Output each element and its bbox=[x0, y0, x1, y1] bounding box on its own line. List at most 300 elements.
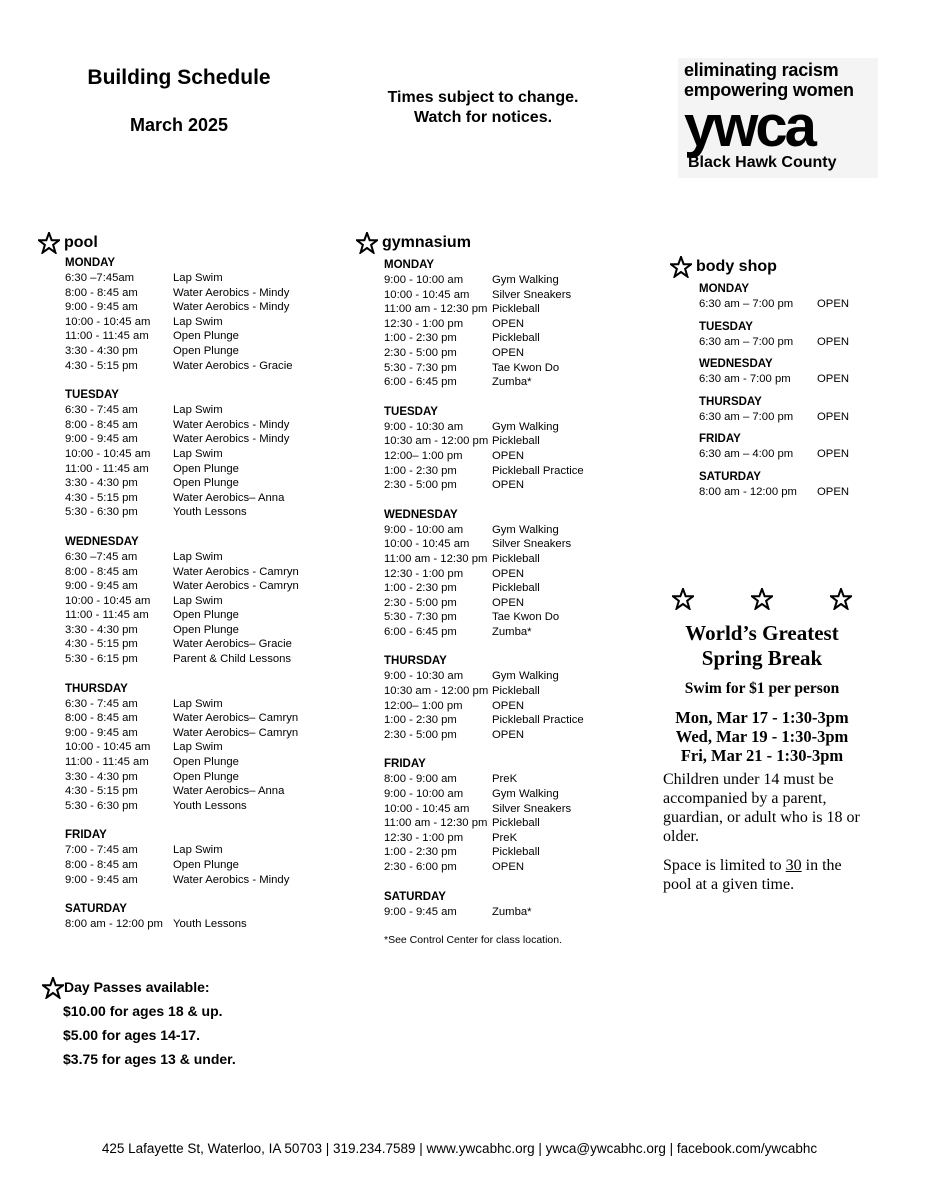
schedule-row bbox=[384, 831, 584, 846]
activity: OPEN bbox=[492, 346, 525, 359]
activity: Open Plunge bbox=[173, 609, 239, 622]
time-slot: 2:30 - 6:00 pm bbox=[384, 861, 457, 873]
time-slot: 5:30 - 7:30 pm bbox=[384, 361, 457, 374]
activity: Lap Swim bbox=[173, 550, 223, 563]
time-slot: 9:00 - 10:00 am bbox=[384, 523, 464, 536]
schedule-row bbox=[699, 485, 849, 500]
day-name: SATURDAY bbox=[384, 890, 446, 903]
pool-section bbox=[38, 232, 299, 947]
schedule-row bbox=[384, 669, 584, 684]
activity: OPEN bbox=[817, 373, 850, 386]
schedule-row bbox=[65, 608, 299, 623]
schedule-row bbox=[65, 623, 299, 638]
time-slot: 6:30 am – 4:00 pm bbox=[699, 448, 794, 461]
schedule-row bbox=[384, 346, 584, 361]
time-slot: 8:00 - 8:45 am bbox=[65, 418, 138, 431]
time-slot: 7:00 - 7:45 am bbox=[65, 844, 138, 857]
day-name: MONDAY bbox=[384, 259, 435, 271]
star-icon bbox=[672, 588, 694, 610]
activity: Zumba* bbox=[492, 625, 532, 638]
activity: Zumba* bbox=[492, 905, 532, 918]
activity: Pickleball bbox=[492, 332, 540, 345]
activity: Pickleball bbox=[492, 685, 540, 698]
time-slot: 5:30 - 6:15 pm bbox=[65, 653, 138, 666]
day-name: TUESDAY bbox=[65, 389, 119, 402]
time-slot: 6:30 - 7:45 am bbox=[65, 404, 138, 417]
spring-break-dates bbox=[662, 708, 862, 765]
activity: Water Aerobics - Mindy bbox=[173, 301, 290, 314]
day-block bbox=[65, 388, 299, 520]
schedule-row bbox=[384, 684, 584, 699]
time-slot: 3:30 - 4:30 pm bbox=[65, 623, 138, 636]
notice-line-2: Watch for notices. bbox=[413, 109, 553, 126]
activity: Open Plunge bbox=[173, 330, 239, 343]
schedule-row bbox=[65, 652, 299, 667]
time-slot: 1:00 - 2:30 pm bbox=[384, 582, 457, 595]
schedule-row bbox=[65, 271, 299, 286]
star-icon bbox=[356, 232, 378, 254]
activity: Open Plunge bbox=[173, 477, 239, 490]
pool-title: pool bbox=[64, 234, 98, 251]
time-slot: 3:30 - 4:30 pm bbox=[65, 344, 138, 357]
star-icon bbox=[751, 588, 773, 610]
schedule-row bbox=[65, 579, 299, 594]
activity: Water Aerobics - Mindy bbox=[173, 418, 290, 431]
schedule-row bbox=[384, 905, 584, 920]
time-slot: 9:00 - 9:45 am bbox=[384, 905, 457, 918]
day-name: THURSDAY bbox=[384, 655, 447, 668]
day-block bbox=[699, 357, 849, 387]
activity: Pickleball Practice bbox=[492, 714, 584, 727]
time-slot: 3:30 - 4:30 pm bbox=[65, 477, 138, 490]
activity: Lap Swim bbox=[173, 404, 223, 417]
activity: OPEN bbox=[492, 699, 525, 712]
time-slot: 6:30 am – 7:00 pm bbox=[699, 298, 794, 310]
logo-tagline-1: eliminating racism bbox=[684, 60, 839, 80]
schedule-row bbox=[699, 372, 849, 387]
time-slot: 10:30 am - 12:00 pm bbox=[384, 685, 489, 698]
day-block bbox=[65, 256, 299, 373]
time-slot: 2:30 - 5:00 pm bbox=[384, 596, 457, 609]
ywca-logo bbox=[678, 58, 878, 178]
day-block bbox=[65, 682, 299, 814]
activity: Silver Sneakers bbox=[492, 538, 572, 551]
time-slot: 8:00 am - 12:00 pm bbox=[699, 485, 797, 498]
activity: PreK bbox=[492, 831, 518, 844]
time-slot: 4:30 - 5:15 pm bbox=[65, 785, 138, 798]
day-name: SATURDAY bbox=[65, 903, 127, 916]
activity: Water Aerobics - Mindy bbox=[173, 873, 290, 886]
activity: Open Plunge bbox=[173, 859, 239, 871]
activity: OPEN bbox=[817, 410, 850, 423]
schedule-row bbox=[384, 420, 584, 435]
schedule-row bbox=[384, 772, 584, 787]
time-slot: 4:30 - 5:15 pm bbox=[65, 359, 138, 372]
body-shop-schedule bbox=[699, 282, 849, 500]
activity: Water Aerobics - Mindy bbox=[173, 433, 290, 446]
time-slot: 4:30 - 5:15 pm bbox=[65, 491, 138, 504]
time-slot: 12:30 - 1:00 pm bbox=[384, 831, 464, 844]
activity: Pickleball Practice bbox=[492, 464, 584, 477]
star-icon bbox=[830, 588, 852, 610]
time-slot: 3:30 - 4:30 pm bbox=[65, 770, 138, 783]
activity: OPEN bbox=[492, 728, 525, 741]
star-icon bbox=[38, 232, 60, 254]
activity: Water Aerobics - Camryn bbox=[173, 580, 299, 593]
activity: Silver Sneakers bbox=[492, 802, 572, 815]
time-slot: 2:30 - 5:00 pm bbox=[384, 346, 457, 359]
time-slot: 10:00 - 10:45 am bbox=[65, 741, 151, 754]
time-slot: 12:00– 1:00 pm bbox=[384, 449, 463, 462]
time-slot: 10:00 - 10:45 am bbox=[384, 802, 470, 815]
day-block bbox=[384, 258, 584, 390]
logo-county: Black Hawk County bbox=[688, 154, 837, 171]
activity: Pickleball bbox=[492, 846, 540, 859]
spring-break-subtitle: Swim for $1 per person bbox=[684, 680, 840, 697]
schedule-row bbox=[384, 699, 584, 714]
time-slot: 12:30 - 1:00 pm bbox=[384, 317, 464, 330]
time-slot: 6:00 - 6:45 pm bbox=[384, 376, 457, 389]
activity: PreK bbox=[492, 773, 518, 786]
time-slot: 12:00– 1:00 pm bbox=[384, 699, 463, 712]
star-icon bbox=[42, 977, 64, 999]
spring-break-title-1: World’s Greatest bbox=[685, 621, 839, 645]
notice bbox=[353, 88, 613, 128]
time-slot: 10:00 - 10:45 am bbox=[65, 594, 151, 607]
time-slot: 9:00 - 9:45 am bbox=[65, 433, 138, 446]
day-name: THURSDAY bbox=[699, 395, 762, 408]
time-slot: 6:30 am – 7:00 pm bbox=[699, 335, 794, 348]
activity: Lap Swim bbox=[173, 697, 223, 710]
schedule-row bbox=[384, 625, 584, 640]
activity: OPEN bbox=[817, 298, 850, 310]
time-slot: 5:30 - 6:30 pm bbox=[65, 799, 138, 812]
day-block bbox=[699, 395, 849, 425]
activity: OPEN bbox=[492, 479, 525, 492]
spring-break-date: Mon, Mar 17 - 1:30-3pm bbox=[675, 708, 849, 727]
day-name: FRIDAY bbox=[65, 829, 107, 842]
logo-tagline-2: empowering women bbox=[684, 80, 854, 100]
activity: Lap Swim bbox=[173, 447, 223, 460]
time-slot: 11:00 am - 12:30 pm bbox=[384, 817, 488, 830]
activity: Open Plunge bbox=[173, 756, 239, 769]
schedule-row bbox=[65, 697, 299, 712]
schedule-row bbox=[384, 581, 584, 596]
schedule-row bbox=[65, 462, 299, 477]
schedule-row bbox=[65, 858, 299, 873]
activity: Lap Swim bbox=[173, 844, 223, 857]
gym-section bbox=[356, 232, 584, 946]
time-slot: 10:00 - 10:45 am bbox=[384, 288, 470, 301]
day-name: WEDNESDAY bbox=[699, 358, 773, 371]
schedule-row bbox=[65, 476, 299, 491]
schedule-row bbox=[65, 711, 299, 726]
activity: Tae Kwon Do bbox=[492, 361, 560, 374]
capacity-number: 30 bbox=[785, 857, 802, 874]
schedule-row bbox=[65, 594, 299, 609]
time-slot: 5:30 - 6:30 pm bbox=[65, 506, 138, 519]
gym-title: gymnasium bbox=[382, 234, 471, 251]
time-slot: 8:00 - 8:45 am bbox=[65, 565, 138, 578]
schedule-row bbox=[65, 637, 299, 652]
price-line: $3.75 for ages 13 & under. bbox=[63, 1051, 236, 1067]
activity: Water Aerobics– Gracie bbox=[173, 638, 292, 651]
activity: Silver Sneakers bbox=[492, 288, 572, 301]
schedule-row bbox=[384, 596, 584, 611]
schedule-row bbox=[65, 784, 299, 799]
body-shop-heading bbox=[670, 256, 849, 278]
time-slot: 9:00 - 10:00 am bbox=[384, 788, 464, 801]
activity: Gym Walking bbox=[492, 670, 559, 683]
time-slot: 10:00 - 10:45 am bbox=[65, 315, 151, 328]
schedule-row bbox=[384, 860, 584, 875]
activity: Pickleball bbox=[492, 552, 540, 565]
time-slot: 12:30 - 1:00 pm bbox=[384, 567, 464, 580]
activity: OPEN bbox=[817, 335, 850, 348]
day-name: WEDNESDAY bbox=[65, 535, 139, 548]
time-slot: 11:00 am - 12:30 pm bbox=[384, 552, 488, 565]
time-slot: 6:30 –7:45 am bbox=[65, 550, 138, 563]
day-block bbox=[699, 432, 849, 462]
day-block bbox=[384, 654, 584, 742]
schedule-row bbox=[699, 410, 849, 425]
schedule-row bbox=[699, 297, 849, 312]
time-slot: 1:00 - 2:30 pm bbox=[384, 846, 457, 859]
activity: Youth Lessons bbox=[173, 918, 247, 931]
day-block bbox=[384, 890, 584, 920]
spring-break-title-2: Spring Break bbox=[701, 646, 823, 670]
day-block bbox=[699, 470, 849, 500]
day-passes-heading bbox=[42, 975, 236, 999]
schedule-row bbox=[65, 917, 299, 932]
notice-line-1: Times subject to change. bbox=[387, 89, 579, 106]
schedule-row bbox=[384, 816, 584, 831]
time-slot: 6:30 am – 7:00 pm bbox=[699, 410, 794, 423]
schedule-row bbox=[384, 802, 584, 817]
activity: Water Aerobics– Anna bbox=[173, 491, 285, 504]
activity: Open Plunge bbox=[173, 770, 239, 783]
day-block bbox=[65, 535, 299, 667]
activity: OPEN bbox=[492, 596, 525, 609]
time-slot: 10:00 - 10:45 am bbox=[384, 538, 470, 551]
schedule-row bbox=[699, 335, 849, 350]
day-block bbox=[384, 757, 584, 874]
day-name: TUESDAY bbox=[384, 405, 438, 418]
logo-brand: ywca bbox=[684, 94, 814, 159]
activity: Gym Walking bbox=[492, 274, 559, 286]
day-block bbox=[699, 282, 849, 312]
activity: Lap Swim bbox=[173, 272, 223, 284]
time-slot: 8:00 - 8:45 am bbox=[65, 712, 138, 725]
footer-contact: 425 Lafayette St, Waterloo, IA 50703 | 319.234.7589 | www.ywcabhc.org | ywca@ywcabhc.org | facebook.com/ywcabhc bbox=[101, 1141, 818, 1156]
activity: Parent & Child Lessons bbox=[173, 653, 292, 666]
schedule-row bbox=[384, 302, 584, 317]
day-name: THURSDAY bbox=[65, 682, 128, 695]
activity: OPEN bbox=[817, 448, 850, 461]
day-name: SATURDAY bbox=[699, 470, 761, 483]
activity: OPEN bbox=[492, 567, 525, 580]
schedule-row bbox=[384, 523, 584, 538]
time-slot: 9:00 - 9:45 am bbox=[65, 873, 138, 886]
price-line: $10.00 for ages 18 & up. bbox=[63, 1003, 223, 1019]
time-slot: 1:00 - 2:30 pm bbox=[384, 464, 457, 477]
activity: OPEN bbox=[492, 317, 525, 330]
day-block bbox=[384, 508, 584, 640]
schedule-row bbox=[65, 843, 299, 858]
time-slot: 11:00 am - 12:30 pm bbox=[384, 303, 488, 316]
schedule-row bbox=[384, 361, 584, 376]
time-slot: 11:00 - 11:45 am bbox=[65, 330, 149, 343]
time-slot: 8:00 - 8:45 am bbox=[65, 859, 138, 871]
day-passes bbox=[42, 975, 236, 1071]
day-block bbox=[384, 405, 584, 493]
activity: Water Aerobics - Gracie bbox=[173, 359, 293, 372]
schedule-row bbox=[65, 770, 299, 785]
schedule-row bbox=[65, 300, 299, 315]
schedule-row bbox=[65, 286, 299, 301]
activity: Water Aerobics– Anna bbox=[173, 785, 285, 798]
page-title: Building Schedule bbox=[87, 66, 271, 89]
schedule-row bbox=[384, 331, 584, 346]
time-slot: 5:30 - 7:30 pm bbox=[384, 611, 457, 624]
day-name: FRIDAY bbox=[384, 758, 426, 771]
schedule-row bbox=[65, 755, 299, 770]
schedule-row bbox=[65, 873, 299, 888]
time-slot: 9:00 - 10:30 am bbox=[384, 670, 464, 683]
time-slot: 9:00 - 9:45 am bbox=[65, 726, 138, 739]
activity: Pickleball bbox=[492, 303, 540, 316]
activity: Open Plunge bbox=[173, 623, 239, 636]
schedule-row bbox=[384, 728, 584, 743]
day-passes-prices bbox=[63, 999, 236, 1071]
schedule-row bbox=[384, 537, 584, 552]
schedule-row bbox=[65, 447, 299, 462]
time-slot: 6:00 - 6:45 pm bbox=[384, 625, 457, 638]
schedule-row bbox=[65, 565, 299, 580]
activity: Pickleball bbox=[492, 582, 540, 595]
time-slot: 2:30 - 5:00 pm bbox=[384, 728, 457, 741]
activity: Water Aerobics– Camryn bbox=[173, 712, 299, 725]
time-slot: 11:00 - 11:45 am bbox=[65, 609, 149, 622]
schedule-row bbox=[65, 740, 299, 755]
activity: Gym Walking bbox=[492, 420, 559, 433]
activity: Youth Lessons bbox=[173, 506, 247, 519]
activity: Tae Kwon Do bbox=[492, 611, 560, 624]
time-slot: 9:00 - 9:45 am bbox=[65, 301, 138, 314]
time-slot: 2:30 - 5:00 pm bbox=[384, 479, 457, 492]
activity: Open Plunge bbox=[173, 462, 239, 475]
time-slot: 9:00 - 9:45 am bbox=[65, 580, 138, 593]
pool-schedule bbox=[65, 256, 299, 932]
schedule-row bbox=[384, 552, 584, 567]
schedule-row bbox=[384, 273, 584, 288]
time-slot: 8:00 - 8:45 am bbox=[65, 286, 138, 299]
time-slot: 10:30 am - 12:00 pm bbox=[384, 435, 489, 448]
day-name: FRIDAY bbox=[699, 433, 741, 446]
schedule-row bbox=[384, 610, 584, 625]
day-name: MONDAY bbox=[699, 283, 750, 295]
activity: Gym Walking bbox=[492, 523, 559, 536]
activity: Zumba* bbox=[492, 376, 532, 389]
page-month: March 2025 bbox=[129, 115, 229, 135]
gym-schedule bbox=[384, 258, 584, 919]
day-block bbox=[65, 902, 299, 932]
time-slot: 6:30 –7:45am bbox=[65, 272, 135, 284]
body-shop-section bbox=[670, 256, 849, 508]
schedule-row bbox=[65, 418, 299, 433]
schedule-row bbox=[384, 787, 584, 802]
time-slot: 8:00 am - 12:00 pm bbox=[65, 918, 163, 931]
spring-break-date: Fri, Mar 21 - 1:30-3pm bbox=[680, 746, 844, 765]
schedule-row bbox=[699, 447, 849, 462]
activity: Lap Swim bbox=[173, 741, 223, 754]
time-slot: 11:00 - 11:45 am bbox=[65, 462, 149, 475]
activity: Pickleball bbox=[492, 435, 540, 448]
time-slot: 6:30 - 7:45 am bbox=[65, 697, 138, 710]
day-passes-title: Day Passes available: bbox=[64, 979, 210, 995]
spring-break-date: Wed, Mar 19 - 1:30-3pm bbox=[675, 727, 849, 746]
spring-break-promo bbox=[662, 621, 862, 765]
star-icon bbox=[670, 256, 692, 278]
time-slot: 9:00 - 10:00 am bbox=[384, 274, 464, 286]
schedule-row bbox=[65, 726, 299, 741]
gym-heading bbox=[356, 232, 584, 254]
day-block bbox=[699, 320, 849, 350]
schedule-row bbox=[65, 799, 299, 814]
time-slot: 8:00 - 9:00 am bbox=[384, 773, 457, 786]
day-block bbox=[65, 828, 299, 887]
schedule-row bbox=[384, 317, 584, 332]
activity: Lap Swim bbox=[173, 315, 223, 328]
price-line: $5.00 for ages 14-17. bbox=[63, 1027, 200, 1043]
time-slot: 9:00 - 10:30 am bbox=[384, 420, 464, 433]
schedule-row bbox=[65, 505, 299, 520]
spring-break-note-2: Space is limited to 30 in the pool at a given time. bbox=[663, 857, 842, 893]
body-shop-title: body shop bbox=[696, 258, 777, 275]
spring-break-stars bbox=[672, 588, 852, 610]
schedule-row bbox=[384, 288, 584, 303]
activity: OPEN bbox=[492, 861, 525, 873]
time-slot: 10:00 - 10:45 am bbox=[65, 447, 151, 460]
activity: Water Aerobics - Camryn bbox=[173, 565, 299, 578]
time-slot: 4:30 - 5:15 pm bbox=[65, 638, 138, 651]
activity: Water Aerobics– Camryn bbox=[173, 726, 299, 739]
schedule-row bbox=[65, 491, 299, 506]
day-name: MONDAY bbox=[65, 257, 116, 269]
activity: OPEN bbox=[817, 485, 850, 498]
schedule-row bbox=[65, 329, 299, 344]
time-slot: 6:30 am - 7:00 pm bbox=[699, 373, 791, 386]
spring-break-note-1: Children under 14 must be accompanied by a parent, guardian, or adult who is 18 or older. bbox=[663, 771, 860, 845]
schedule-row bbox=[384, 713, 584, 728]
schedule-row bbox=[65, 315, 299, 330]
schedule-row bbox=[384, 464, 584, 479]
time-slot: 1:00 - 2:30 pm bbox=[384, 714, 457, 727]
schedule-row bbox=[384, 434, 584, 449]
schedule-row bbox=[384, 478, 584, 493]
activity: Lap Swim bbox=[173, 594, 223, 607]
gym-footnote: *See Control Center for class location. bbox=[384, 934, 563, 947]
schedule-row bbox=[384, 567, 584, 582]
day-name: WEDNESDAY bbox=[384, 508, 458, 521]
schedule-row bbox=[384, 845, 584, 860]
schedule-row bbox=[384, 375, 584, 390]
activity: Gym Walking bbox=[492, 788, 559, 801]
pool-heading bbox=[38, 232, 299, 254]
activity: OPEN bbox=[492, 449, 525, 462]
activity: Youth Lessons bbox=[173, 799, 247, 812]
activity: Pickleball bbox=[492, 817, 540, 830]
